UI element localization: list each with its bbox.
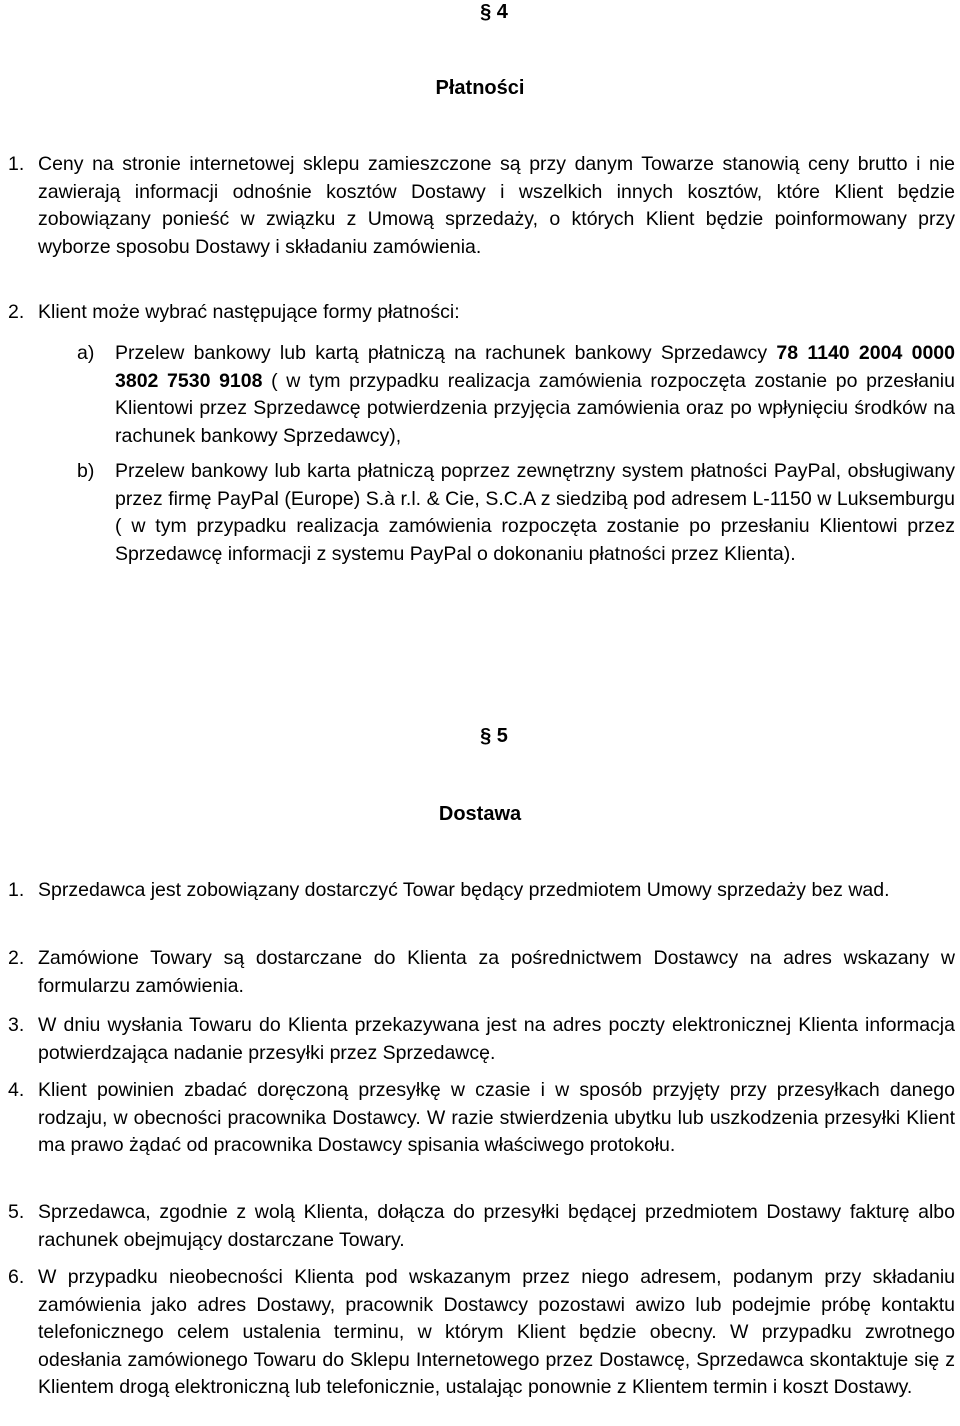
s5-item-1-number: 1. <box>8 879 25 901</box>
s5-item-6-text: W przypadku nieobecności Klienta pod wskazanym przez niego adresem, podanym przy składaniu zamówienia jako adres Dostawy, pracownik Dostawcy pozostawi awizo lub podejmie próbę kontaktu telefonicznego celem ustalenia terminu, w którym Klient będzie obecny. W przypadku zwrotnego odesłania zamówionego Towaru do Sklepu Internetowego przez Dostawcę, Sprzedawca skontaktuje się z Klientem drogą elektroniczną lub telefonicznie, ustalając ponownie z Klientem termin i koszt Dostawy. <box>38 1266 955 1398</box>
s5-item-4-number: 4. <box>8 1079 25 1101</box>
s5-item-5-text: Sprzedawca, zgodnie z wolą Klienta, dołącza do przesyłki będącej przedmiotem Dostawy fakturę albo rachunek obejmujący dostarczane Towary. <box>38 1201 955 1251</box>
s4-sub-b-text: Przelew bankowy lub karta płatniczą poprzez zewnętrzny system płatności PayPal, obsługiwany przez firmę PayPal (Europe) S.à r.l. & Cie, S.C.A z siedzibą pod adresem L-1150 w Luksemburgu ( w tym przypadku realizacja zamówienia rozpoczęta zostanie po przesłaniu Klientowi przez Sprzedawcę informacji z systemu PayPal o dokonaniu płatności przez Klienta). <box>115 460 955 565</box>
s5-item-5-number: 5. <box>8 1201 25 1223</box>
s5-item-2-number: 2. <box>8 947 25 969</box>
section-5-title: Dostawa <box>438 803 522 825</box>
s5-item-3-text: W dniu wysłania Towaru do Klienta przekazywana jest na adres poczty elektronicznej Klienta informacja potwierdzająca nadanie przesyłki przez Sprzedawcę. <box>38 1014 955 1064</box>
s4-item-1-number: 1. <box>8 153 25 175</box>
s4-item-2-text: Klient może wybrać następujące formy płatności: <box>38 301 460 323</box>
bank-account-number: 78 1140 2004 0000 3802 7530 9108 <box>115 342 955 392</box>
s5-item-6-number: 6. <box>8 1266 25 1288</box>
section-4-number: § 4 <box>480 1 508 23</box>
s4-item-2-number: 2. <box>8 301 25 323</box>
s4-sub-a-letter: a) <box>77 342 95 364</box>
s5-item-1-text: Sprzedawca jest zobowiązany dostarczyć Towar będący przedmiotem Umowy sprzedaży bez wad. <box>38 879 890 901</box>
s4-sub-a-text: Przelew bankowy lub kartą płatniczą na rachunek bankowy Sprzedawcy 78 1140 2004 0000 3802 7530 9108 ( w tym przypadku realizacja zamówienia rozpoczęta zostanie po przesłaniu Klientowi przez Sprzedawcę potwierdzenia przyjęcia zamówienia oraz po wpłynięciu środków na rachunek bankowy Sprzedawcy), <box>115 342 955 447</box>
section-4-title: Płatności <box>435 77 525 99</box>
section-5-number: § 5 <box>480 725 508 747</box>
s5-item-3-number: 3. <box>8 1014 25 1036</box>
s4-item-1-text: Ceny na stronie internetowej sklepu zamieszczone są przy danym Towarze stanowią ceny brutto i nie zawierają informacji odnośnie kosztów Dostawy i wszelkich innych kosztów, które Klient będzie zobowiązany ponieść w związku z Umową sprzedaży, o których Klient będzie poinformowany przy wyborze sposobu Dostawy i składaniu zamówienia. <box>38 153 955 258</box>
s4-sub-b-letter: b) <box>77 460 95 482</box>
s5-item-4-text: Klient powinien zbadać doręczoną przesyłkę w czasie i w sposób przyjęty przy przesyłkach danego rodzaju, w obecności pracownika Dostawcy. W razie stwierdzenia ubytku lub uszkodzenia przesyłki Klient ma prawo żądać od pracownika Dostawcy spisania właściwego protokołu. <box>38 1079 955 1156</box>
s5-item-2-text: Zamówione Towary są dostarczane do Klienta za pośrednictwem Dostawcy na adres wskazany w formularzu zamówienia. <box>38 947 955 997</box>
